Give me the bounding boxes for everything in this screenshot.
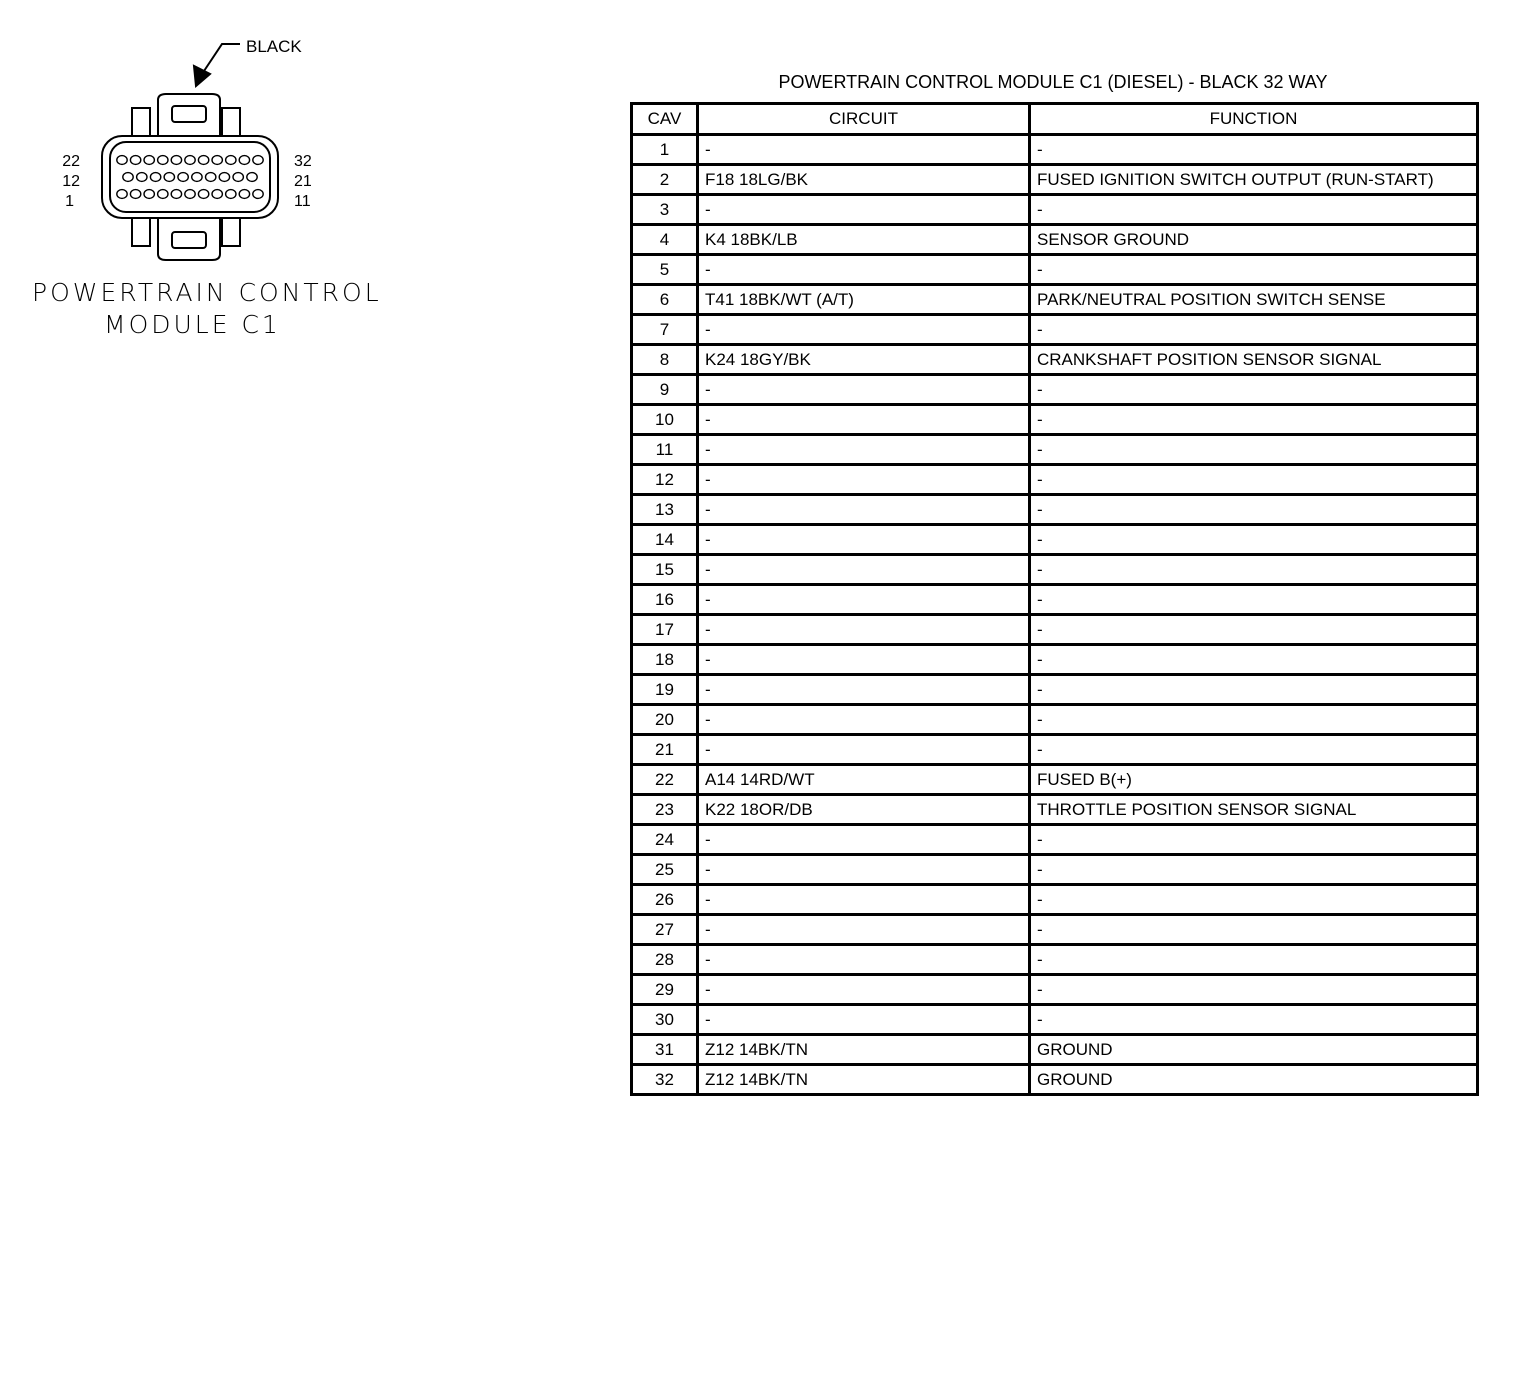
pin-hole (137, 173, 147, 182)
table-row (632, 375, 1478, 405)
table-row (632, 1005, 1478, 1035)
table-row (632, 435, 1478, 465)
table-row (632, 705, 1478, 735)
circuit-cell: - (698, 945, 1030, 975)
table-row (632, 165, 1478, 195)
pin-hole (226, 156, 236, 165)
cav-cell: 28 (632, 945, 698, 975)
function-cell: - (1030, 495, 1478, 525)
pin-hole (178, 173, 188, 182)
table-row (632, 345, 1478, 375)
pin-hole (219, 173, 229, 182)
table-row (632, 825, 1478, 855)
circuit-cell: Z12 14BK/TN (698, 1035, 1030, 1065)
function-cell: - (1030, 825, 1478, 855)
table-row (632, 1035, 1478, 1065)
table-row (632, 525, 1478, 555)
circuit-cell: - (698, 1005, 1030, 1035)
pin-hole (185, 156, 195, 165)
circuit-cell: - (698, 915, 1030, 945)
circuit-cell: - (698, 135, 1030, 165)
cav-cell: 4 (632, 225, 698, 255)
top-latch (158, 94, 220, 136)
function-cell: - (1030, 555, 1478, 585)
cav-cell: 26 (632, 885, 698, 915)
table-row (632, 285, 1478, 315)
header-cav: CAV (632, 104, 698, 135)
pin-hole (130, 156, 140, 165)
cav-cell: 2 (632, 165, 698, 195)
pin-hole (185, 190, 195, 199)
function-cell: FUSED IGNITION SWITCH OUTPUT (RUN-START) (1030, 165, 1478, 195)
pin-hole (239, 156, 249, 165)
cav-cell: 23 (632, 795, 698, 825)
pin-hole (144, 190, 154, 199)
table-row (632, 855, 1478, 885)
pin-hole (144, 156, 154, 165)
function-cell: GROUND (1030, 1065, 1478, 1095)
cav-cell: 13 (632, 495, 698, 525)
connector-body-outer (102, 136, 278, 218)
pin-hole (212, 156, 222, 165)
cav-cell: 22 (632, 765, 698, 795)
cav-cell: 10 (632, 405, 698, 435)
cav-cell: 29 (632, 975, 698, 1005)
circuit-cell: - (698, 645, 1030, 675)
circuit-cell: T41 18BK/WT (A/T) (698, 285, 1030, 315)
cav-cell: 31 (632, 1035, 698, 1065)
table-header-row (632, 104, 1478, 135)
pin-hole (164, 173, 174, 182)
pin-hole (198, 156, 208, 165)
table-row (632, 585, 1478, 615)
pin-hole (253, 190, 263, 199)
cav-cell: 5 (632, 255, 698, 285)
cav-cell: 1 (632, 135, 698, 165)
function-cell: THROTTLE POSITION SENSOR SIGNAL (1030, 795, 1478, 825)
connector-figure (0, 0, 600, 360)
pin-hole (130, 190, 140, 199)
cav-cell: 30 (632, 1005, 698, 1035)
pin-label-left-top: 22 (62, 153, 80, 170)
circuit-cell: - (698, 495, 1030, 525)
pin-hole (171, 190, 181, 199)
pin-hole (158, 156, 168, 165)
cav-cell: 24 (632, 825, 698, 855)
function-cell: - (1030, 885, 1478, 915)
function-cell: PARK/NEUTRAL POSITION SWITCH SENSE (1030, 285, 1478, 315)
table-row (632, 885, 1478, 915)
header-circuit: CIRCUIT (698, 104, 1030, 135)
circuit-cell: K22 18OR/DB (698, 795, 1030, 825)
table-row (632, 615, 1478, 645)
pin-hole (239, 190, 249, 199)
circuit-cell: F18 18LG/BK (698, 165, 1030, 195)
top-latch-window (172, 106, 206, 122)
cav-cell: 16 (632, 585, 698, 615)
function-cell: - (1030, 465, 1478, 495)
cav-cell: 19 (632, 675, 698, 705)
circuit-cell: K4 18BK/LB (698, 225, 1030, 255)
table-row (632, 645, 1478, 675)
function-cell: - (1030, 945, 1478, 975)
cav-cell: 17 (632, 615, 698, 645)
pin-label-right-middle: 21 (294, 173, 312, 190)
pinout-table (630, 102, 1479, 1096)
function-cell: - (1030, 315, 1478, 345)
table-row (632, 795, 1478, 825)
circuit-cell: - (698, 615, 1030, 645)
table-row (632, 765, 1478, 795)
cav-cell: 7 (632, 315, 698, 345)
cav-cell: 25 (632, 855, 698, 885)
table-row (632, 405, 1478, 435)
pin-hole (171, 156, 181, 165)
circuit-cell: - (698, 585, 1030, 615)
table-row (632, 315, 1478, 345)
circuit-cell: - (698, 885, 1030, 915)
table-row (632, 225, 1478, 255)
pin-hole (206, 173, 216, 182)
circuit-cell: - (698, 195, 1030, 225)
function-cell: - (1030, 615, 1478, 645)
table-row (632, 195, 1478, 225)
function-cell: - (1030, 435, 1478, 465)
function-cell: - (1030, 1005, 1478, 1035)
cav-cell: 14 (632, 525, 698, 555)
connector-caption-line1: POWERTRAIN CONTROL (32, 278, 382, 307)
table-row (632, 1065, 1478, 1095)
pin-hole (253, 156, 263, 165)
cav-cell: 6 (632, 285, 698, 315)
cav-cell: 3 (632, 195, 698, 225)
pin-hole (192, 173, 202, 182)
circuit-cell: - (698, 555, 1030, 585)
pin-hole (150, 173, 160, 182)
pin-label-right-bottom: 11 (294, 193, 311, 210)
cav-cell: 27 (632, 915, 698, 945)
cav-cell: 9 (632, 375, 698, 405)
pin-hole (158, 190, 168, 199)
table-row (632, 555, 1478, 585)
arrow-head (194, 66, 210, 86)
cav-cell: 18 (632, 645, 698, 675)
circuit-cell: - (698, 825, 1030, 855)
color-label: BLACK (246, 37, 302, 56)
function-cell: - (1030, 375, 1478, 405)
function-cell: - (1030, 855, 1478, 885)
bottom-latch (158, 218, 220, 260)
table-row (632, 975, 1478, 1005)
table-row (632, 495, 1478, 525)
pin-hole (226, 190, 236, 199)
function-cell: - (1030, 585, 1478, 615)
circuit-cell: - (698, 735, 1030, 765)
pin-label-left-bottom: 1 (65, 193, 74, 210)
pin-holes (117, 156, 263, 199)
function-cell: CRANKSHAFT POSITION SENSOR SIGNAL (1030, 345, 1478, 375)
circuit-cell: - (698, 315, 1030, 345)
function-cell: - (1030, 525, 1478, 555)
circuit-cell: - (698, 675, 1030, 705)
pin-label-right-top: 32 (294, 153, 312, 170)
table-row (632, 945, 1478, 975)
function-cell: SENSOR GROUND (1030, 225, 1478, 255)
function-cell: - (1030, 405, 1478, 435)
circuit-cell: K24 18GY/BK (698, 345, 1030, 375)
table-row (632, 735, 1478, 765)
circuit-cell: - (698, 465, 1030, 495)
function-cell: - (1030, 255, 1478, 285)
header-function: FUNCTION (1030, 104, 1478, 135)
circuit-cell: - (698, 375, 1030, 405)
circuit-cell: - (698, 405, 1030, 435)
cav-cell: 20 (632, 705, 698, 735)
pin-hole (233, 173, 243, 182)
circuit-cell: - (698, 705, 1030, 735)
circuit-cell: - (698, 525, 1030, 555)
cav-cell: 8 (632, 345, 698, 375)
table-row (632, 915, 1478, 945)
pin-hole (212, 190, 222, 199)
table-row (632, 255, 1478, 285)
function-cell: - (1030, 195, 1478, 225)
table-title: POWERTRAIN CONTROL MODULE C1 (DIESEL) - BLACK 32 WAY (778, 72, 1328, 92)
circuit-cell: - (698, 975, 1030, 1005)
pin-hole (117, 156, 127, 165)
pin-label-left-middle: 12 (62, 173, 80, 190)
pin-hole (123, 173, 133, 182)
cav-cell: 11 (632, 435, 698, 465)
circuit-cell: Z12 14BK/TN (698, 1065, 1030, 1095)
pinout-table-body (632, 135, 1478, 1095)
cav-cell: 32 (632, 1065, 698, 1095)
function-cell: - (1030, 915, 1478, 945)
connector-body-inner (110, 142, 270, 212)
pin-hole (198, 190, 208, 199)
function-cell: - (1030, 975, 1478, 1005)
bottom-latch-window (172, 232, 206, 248)
function-cell: - (1030, 675, 1478, 705)
circuit-cell: A14 14RD/WT (698, 765, 1030, 795)
color-pointer-arrow (202, 44, 240, 74)
function-cell: - (1030, 135, 1478, 165)
function-cell: - (1030, 735, 1478, 765)
connector-caption-line2: MODULE C1 (104, 310, 281, 339)
function-cell: FUSED B(+) (1030, 765, 1478, 795)
cav-cell: 15 (632, 555, 698, 585)
table-row (632, 135, 1478, 165)
table-row (632, 675, 1478, 705)
cav-cell: 12 (632, 465, 698, 495)
pin-hole (247, 173, 257, 182)
pin-hole (117, 190, 127, 199)
function-cell: - (1030, 645, 1478, 675)
circuit-cell: - (698, 435, 1030, 465)
circuit-cell: - (698, 855, 1030, 885)
circuit-cell: - (698, 255, 1030, 285)
function-cell: GROUND (1030, 1035, 1478, 1065)
table-row (632, 465, 1478, 495)
function-cell: - (1030, 705, 1478, 735)
cav-cell: 21 (632, 735, 698, 765)
